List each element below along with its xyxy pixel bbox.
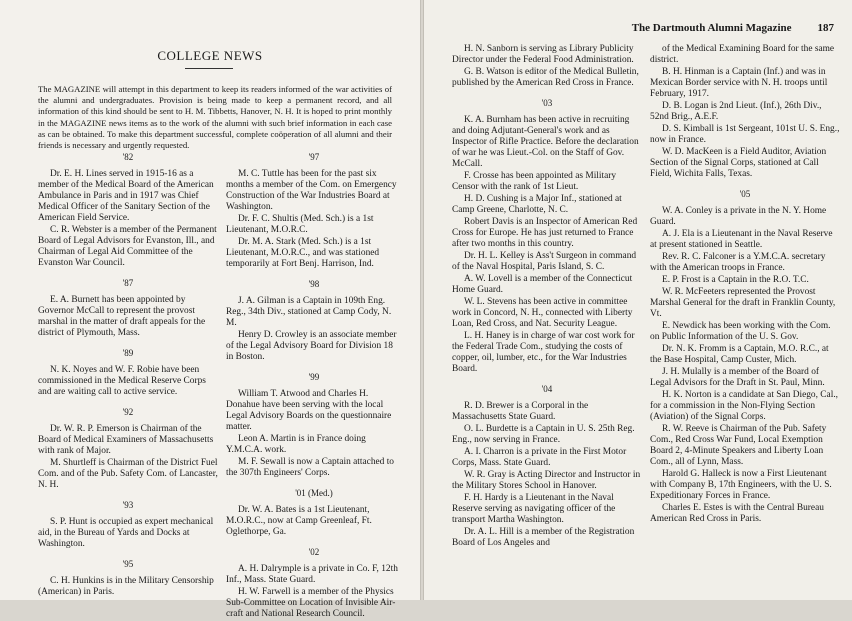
- news-item: Dr. N. K. Fromm is a Captain, M.O. R.C., at the Base Hospital, Camp Custer, Mich.: [650, 344, 829, 365]
- news-item: A. I. Charron is a private in the First Motor Corps, Mass. State Guard.: [452, 447, 627, 468]
- news-item: M. Shurtleff is Chairman of the District Fuel Com. and of the Pub. Safety Com. of Lancaster, N. H.: [38, 458, 218, 490]
- title-rule: [185, 68, 233, 69]
- news-item: of the Medical Examining Board for the same district.: [650, 44, 835, 65]
- class-year-heading: '04: [541, 384, 553, 394]
- news-item: F. H. Hardy is a Lieutenant in the Naval Reserve serving as navigating officer of the transport Martha Washington.: [452, 493, 616, 525]
- news-item: M. F. Sewall is now a Captain attached to the 307th Engineers' Corps.: [226, 457, 394, 478]
- news-item: Charles E. Estes is with the Central Bureau American Red Cross in Paris.: [650, 503, 824, 524]
- news-item: L. H. Haney is in charge of war cost work for the Federal Trade Com., studying the costs of copper, oil, lumber, etc., for the War Industries Board.: [452, 331, 635, 374]
- news-item: R. D. Brewer is a Corporal in the Massachusetts State Guard.: [452, 401, 589, 422]
- page-number: 187: [817, 22, 834, 34]
- news-item: Dr. H. L. Kelley is Ass't Surgeon in command of the Naval Hospital, Paris Island, S. C.: [452, 251, 637, 272]
- news-item: C. R. Webster is a member of the Permanent Board of Legal Advisors for Evanston, Ill., and Chairman of Legal Aid Committee of the Evanston War Council.: [38, 225, 217, 268]
- class-year-heading: '98: [308, 279, 320, 289]
- news-item: W. L. Stevens has been active in committee work in Concord, N. H., connected with Liberty Loan, Red Cross, and Nat. Security League.: [452, 297, 633, 329]
- running-header: [554, 22, 834, 34]
- news-item: Henry D. Crowley is an associate member of the Legal Advisory Board for Division 18 in Boston.: [226, 330, 397, 362]
- class-year-heading: '87: [122, 278, 134, 288]
- left-column-1: [38, 152, 218, 599]
- news-item: R. W. Reeve is Chairman of the Pub. Safety Com., Red Cross War Fund, Local Exemption Board 2, 4-Minute Speakers and Liberty Loan Com., all of Lynn, Mass.: [650, 424, 827, 467]
- class-year-heading: '97: [308, 152, 320, 162]
- news-item: William T. Atwood and Charles H. Donahue have been serving with the local Legal Advisory Boards on the questionnaire matter.: [226, 389, 392, 432]
- news-item: A. W. Lovell is a member of the Connecticut Home Guard.: [452, 274, 633, 295]
- news-item: W. R. Gray is Acting Director and Instructor in the Military Stores School in Hanover.: [452, 470, 641, 491]
- class-year-heading: '01 (Med.): [295, 488, 333, 498]
- class-year-heading: '99: [308, 372, 320, 382]
- news-item: B. H. Hinman is a Captain (Inf.) and was in Mexican Border service with N. H. troops until February, 1917.: [650, 67, 828, 99]
- news-item: Rev. R. C. Falconer is a Y.M.C.A. secretary with the American troops in France.: [650, 252, 826, 273]
- news-item: S. P. Hunt is occupied as expert mechanical aid, in the Bureau of Yards and Docks at Washington.: [38, 517, 214, 549]
- class-year-heading: '05: [739, 189, 751, 199]
- news-item: G. B. Watson is editor of the Medical Bulletin, published by the American Red Cross in France.: [452, 67, 639, 88]
- news-item: Dr. M. A. Stark (Med. Sch.) is a 1st Lieutenant, M.O.R.C., and was stationed temporarily at Fort Benj. Harrison, Ind.: [226, 237, 380, 269]
- news-item: Robert Davis is an Inspector of American Red Cross for Europe. He has just returned to France after two months in this country.: [452, 217, 638, 249]
- class-year-heading: '92: [122, 407, 134, 417]
- news-item: M. C. Tuttle has been for the past six months a member of the Com. on Emergency Construction of the War Industries Board at Washington.: [226, 169, 397, 212]
- class-year-heading: '95: [122, 559, 134, 569]
- news-item: K. A. Burnham has been active in recruiting and doing Adjutant-General's work and as Inspector of Rifle Practice. Before the declaration of war he was Lieut.-Col. on the Staff of Gov. McCall.: [452, 115, 639, 169]
- right-page: [424, 0, 852, 600]
- class-year-heading: '03: [541, 98, 553, 108]
- news-item: J. A. Gilman is a Captain in 109th Eng. Reg., 34th Div., stationed at Camp Cody, N. M.: [226, 296, 392, 328]
- news-item: E. A. Burnett has been appointed by Governor McCall to represent the provost marshal in the matter of draft appeals for the district of Plymouth, Mass.: [38, 295, 206, 338]
- news-item: Dr. W. A. Bates is a 1st Lieutenant, M.O.R.C., now at Camp Greenleaf, Ft. Oglethorpe, Ga.: [226, 505, 372, 537]
- news-item: Dr. F. C. Shultis (Med. Sch.) is a 1st Lieutenant, M.O.R.C.: [226, 214, 374, 235]
- news-item: C. H. Hunkins is in the Military Censorship (American) in Paris.: [38, 576, 214, 597]
- left-column-2: [226, 152, 402, 621]
- intro-paragraph: The MAGAZINE will attempt in this department to keep its readers informed of the war activities of the alumni and undergraduates. Provision is being made to keep a permanent record, and all information of this kind should be sent to H. M. Tibbetts, Hanover, N. H. It is hoped to print monthly in the MAGAZINE news items as to the work of the alumni with such brief information in each case as can be obtained. To make this department successful, complete coöperation of all alumni and their friends is necessary and urgently requested.: [38, 84, 392, 151]
- right-column-2: [650, 44, 840, 526]
- news-item: H. W. Farwell is a member of the Physics Sub-Committee on Location of Invisible Air-craft and National Research Council.: [226, 587, 396, 619]
- class-year-heading: '89: [122, 348, 134, 358]
- news-item: H. D. Cushing is a Major Inf., stationed at Camp Greene, Charlotte, N. C.: [452, 194, 622, 215]
- news-item: Harold G. Halleck is now a First Lieutenant with Company B, 17th Engineers, with the U. S. Expeditionary Forces in France.: [650, 469, 832, 501]
- news-item: E. Newdick has been working with the Com. on Public Information of the U. S. Gov.: [650, 321, 831, 342]
- news-item: Leon A. Martin is in France doing Y.M.C.A. work.: [226, 434, 366, 455]
- news-item: D. S. Kimball is 1st Sergeant, 101st U. S. Eng., now in France.: [650, 124, 840, 145]
- class-year-heading: '93: [122, 500, 134, 510]
- news-item: J. H. Mulally is a member of the Board of Legal Advisors for the Draft in St. Paul, Minn.: [650, 367, 825, 388]
- right-column-1: [452, 44, 642, 550]
- news-item: F. Crosse has been appointed as Military Censor with the rank of 1st Lieut.: [452, 171, 617, 192]
- news-item: Dr. A. L. Hill is a member of the Registration Board of Los Angeles and: [452, 527, 635, 548]
- magazine-name: The Dartmouth Alumni Magazine: [631, 22, 792, 34]
- news-item: A. H. Dalrymple is a private in Co. F, 12th Inf., Mass. State Guard.: [226, 564, 398, 585]
- news-item: A. J. Ela is a Lieutenant in the Naval Reserve at present stationed in Seattle.: [650, 229, 833, 250]
- news-item: O. L. Burdette is a Captain in U. S. 25th Reg. Eng., now serving in France.: [452, 424, 635, 445]
- news-item: H. K. Norton is a candidate at San Diego, Cal., for a commission in the Non-Flying Section (Aviation) of the Signal Corps.: [650, 390, 839, 422]
- news-item: Dr. E. H. Lines served in 1915-16 as a member of the Medical Board of the American Ambulance in Paris and in 1917 was Chief Medical Officer of the Sanitary Section of the American Field Service.: [38, 169, 214, 223]
- news-item: D. B. Logan is 2nd Lieut. (Inf.), 26th Div., 52nd Brig., A.E.F.: [650, 101, 822, 122]
- news-item: W. A. Conley is a private in the N. Y. Home Guard.: [650, 206, 827, 227]
- news-item: E. P. Frost is a Captain in the R.O. T.C.: [662, 275, 809, 285]
- class-year-heading: '02: [308, 547, 320, 557]
- page-title: COLLEGE NEWS: [157, 48, 263, 63]
- news-item: W. D. MacKeen is a Field Auditor, Aviation Section of the Signal Corps, stationed at Call Field, Wichita Falls, Texas.: [650, 147, 827, 179]
- news-item: Dr. W. R. P. Emerson is Chairman of the Board of Medical Examiners of Massachusetts with rank of Major.: [38, 424, 214, 456]
- class-year-heading: '82: [122, 152, 134, 162]
- left-page: [0, 0, 420, 619]
- news-item: W. R. McFeeters represented the Provost Marshal General for the draft in Franklin County, Vt.: [650, 287, 836, 319]
- news-item: N. K. Noyes and W. F. Robie have been commissioned in the Medical Reserve Corps and are waiting call to active service.: [38, 365, 206, 397]
- news-item: H. N. Sanborn is serving as Library Publicity Director under the Federal Food Administration.: [452, 44, 634, 65]
